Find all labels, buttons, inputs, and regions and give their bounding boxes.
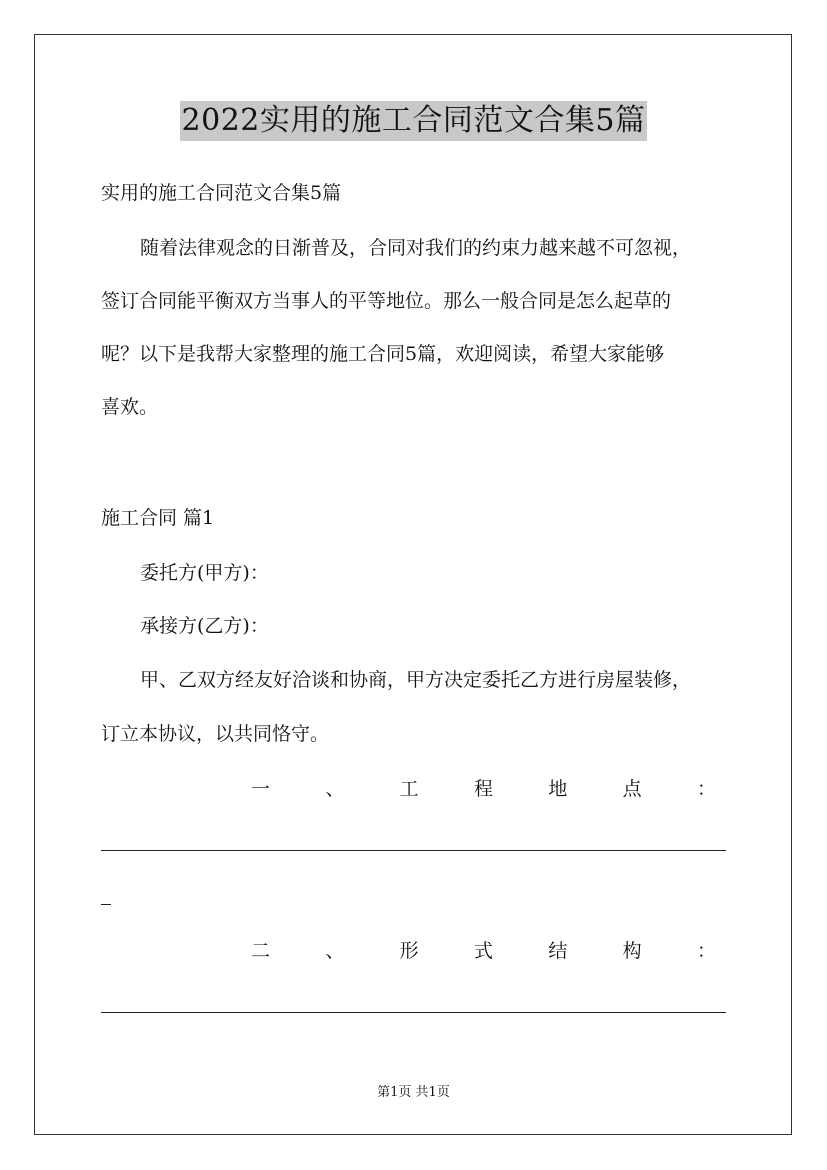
client-label: 委托方(甲方)： [140,562,269,584]
clause-1-char: 工 [399,778,419,800]
section-heading: 施工合同 篇1 [101,507,215,529]
clause-1-char: ： [696,778,716,800]
fill-in-blank-line-end [101,904,111,905]
clause-1-char: 、 [325,778,345,800]
clause-2-char: ： [696,940,716,962]
contractor-label: 承接方(乙方)： [140,615,269,637]
clause-2-char: 二 [251,940,271,962]
clause-2-char: 式 [473,940,493,962]
intro-line-2: 签订合同能平衡双方当事人的平等地位。那么一般合同是怎么起草的 [101,290,672,312]
clause-2-char: 构 [622,940,642,962]
clause-1-char: 一 [251,778,271,800]
clause-2-char: 、 [325,940,345,962]
clause-2-char: 形 [399,940,419,962]
clause-1-char: 点 [622,778,642,800]
page-footer: 第1页 共1页 [377,1085,450,1100]
clause-2-char: 结 [548,940,568,962]
document-subtitle: 实用的施工合同范文合集5篇 [101,182,342,204]
agreement-line-1: 甲、乙双方经友好洽谈和协商，甲方决定委托乙方进行房屋装修， [140,669,692,691]
intro-line-4: 喜欢。 [101,396,159,418]
clause-2-heading [251,939,716,963]
intro-line-1: 随着法律观念的日渐普及，合同对我们的约束力越来越不可忽视， [140,237,692,259]
title-container [0,101,827,141]
fill-in-blank-line [101,850,726,851]
agreement-line-2: 订立本协议，以共同恪守。 [101,723,330,745]
document-title: 2022实用的施工合同范文合集5篇 [180,101,648,141]
clause-1-char: 程 [473,778,493,800]
clause-1-heading [251,777,716,801]
intro-line-3: 呢？以下是我帮大家整理的施工合同5篇，欢迎阅读，希望大家能够 [101,343,665,365]
clause-1-char: 地 [548,778,568,800]
fill-in-blank-line [101,1012,726,1013]
